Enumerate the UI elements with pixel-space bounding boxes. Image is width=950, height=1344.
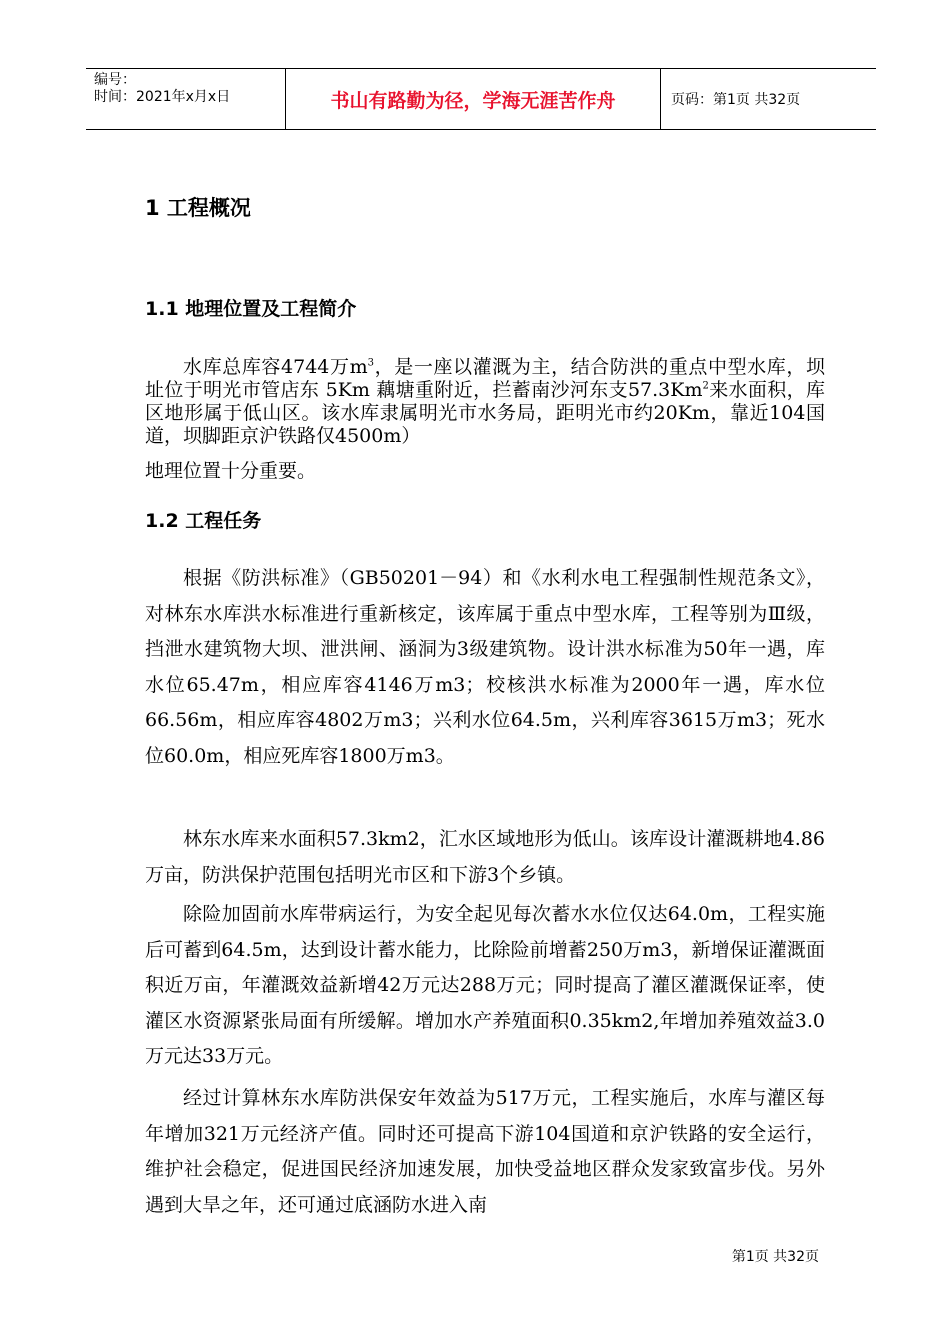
section-1-1-title: 1.1 地理位置及工程简介 (145, 298, 357, 320)
header-meta (86, 69, 286, 129)
time-label: 时间：2021年x月x日 (94, 89, 231, 105)
section-1-1-paragraph (145, 356, 825, 448)
superscript-3: 3 (367, 357, 375, 369)
header-page-number: 页码：第1页 共32页 (671, 92, 801, 108)
para-text-a: 水库总库容4744万m (183, 356, 368, 378)
section-1-2-paragraph-2: 林东水库来水面积57.3km2，汇水区域地形为低山。该库设计灌溉耕地4.86万亩，防洪保护范围包括明光市区和下游3个乡镇。 (145, 828, 825, 886)
number-label: 编号： (94, 72, 136, 88)
section-1-2-paragraph-1: 根据《防洪标准》（GB50201－94）和《水利水电工程强制性规范条文》，对林东水库洪水标准进行重新核定，该库属于重点中型水库，工程等别为Ⅲ级，挡泄水建筑物大坝、泄洪闸、涵洞为3级建筑物。设计洪水标准为50年一遇，库水位65.47m，相应库容4146万m3；校核洪水标准为2000年一遇，库水位66.56m，相应库容4802万m3；兴利水位64.5m，兴利库容3615万m3；死水位60.0m，相应死库容1800万m3。 (145, 567, 825, 767)
page-header (86, 68, 876, 130)
section-1-2-paragraph-3: 除险加固前水库带病运行，为安全起见每次蓄水水位仅达64.0m，工程实施后可蓄到64.5m，达到设计蓄水能力，比除险前增蓄250万m3，新增保证灌溉面积近万亩，年灌溉效益新增42万元达288万元；同时提高了灌区灌溉保证率，使灌区水资源紧张局面有所缓解。增加水产养殖面积0.35km2,年增加养殖效益3.0万元达33万元。 (145, 903, 825, 1067)
section-1-title: 1 工程概况 (145, 196, 251, 220)
page-footer: 第1页 共32页 (731, 1249, 819, 1265)
section-1-2-paragraph-4: 经过计算林东水库防洪保安年效益为517万元，工程实施后，水库与灌区每年增加321万元经济产值。同时还可提高下游104国道和京沪铁路的安全运行，维护社会稳定，促进国民经济加速发展，加快受益地区群众发家致富步伐。另外遇到大旱之年，还可通过底涵防水进入南 (145, 1087, 825, 1216)
para-text-b: ，是一座以灌溉为主，结合防洪的重点中型水库，坝址位于明光市管店东 5Km 藕塘重附近，拦蓄南沙河东支57.3Km (145, 356, 825, 401)
header-motto: 书山有路勤为径，学海无涯苦作舟 (286, 69, 661, 129)
para-text-c: 来水面积，库区地形属于低山区。该水库隶属明光市水务局，距明光市约20Km，靠近104国道，坝脚距京沪铁路仅4500m） (145, 379, 825, 447)
section-1-1-last-line: 地理位置十分重要。 (145, 460, 317, 482)
section-1-2-title: 1.2 工程任务 (145, 510, 262, 532)
superscript-2: 2 (702, 380, 709, 392)
